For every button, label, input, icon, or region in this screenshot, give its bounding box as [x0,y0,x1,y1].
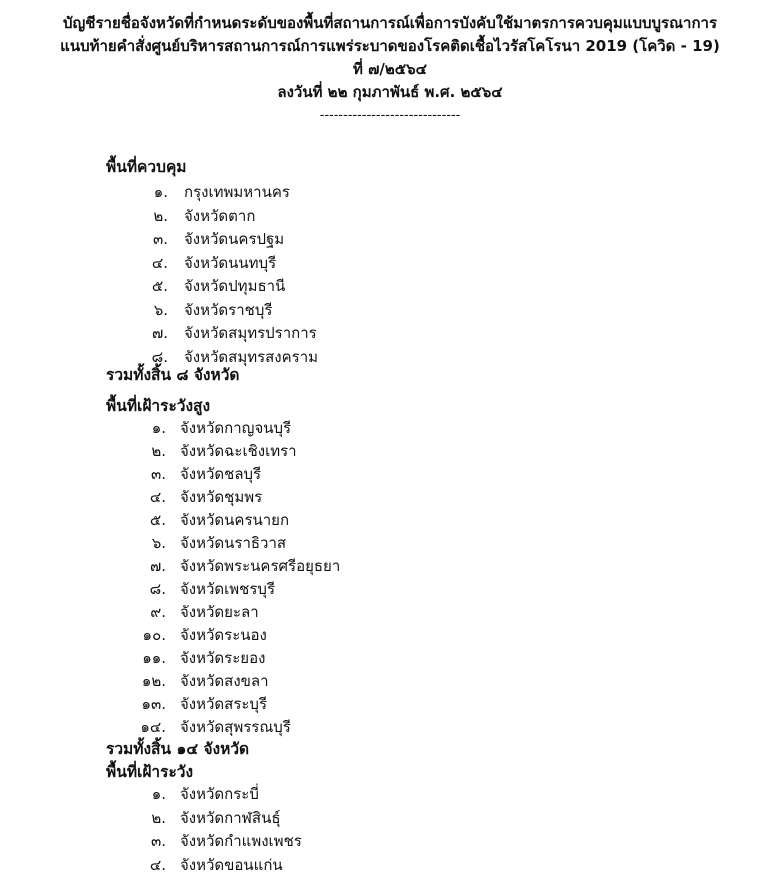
list-item-name: จังหวัดสมุทรปราการ [184,324,317,342]
list-item-number: ๙. [150,603,166,621]
list-item-name: จังหวัดฉะเชิงเทรา [180,442,297,460]
list-item-name: จังหวัดราชบุรี [184,300,273,319]
list-item [0,508,780,530]
list-item-name: จังหวัดนนทบุรี [184,253,277,272]
list-item-name: จังหวัดนราธิวาส [180,534,287,552]
list-item-number: ๖. [153,300,168,319]
list-item [0,669,780,691]
list-item-number: ๓. [150,465,166,483]
list-item [0,692,780,714]
list-item [0,806,780,828]
list-item-number: ๑๔. [140,718,166,736]
list-item-name: จังหวัดสงขลา [180,672,269,690]
list-item-number: ๑. [153,183,168,201]
list-item [0,782,780,804]
list-item [0,485,780,507]
list-item-name: จังหวัดกาญจนบุรี [180,419,292,437]
list-item-name: จังหวัดสระบุรี [180,695,268,713]
list-item-number: ๒. [151,808,166,827]
list-item-number: ๗. [149,557,166,575]
list-item [0,274,780,296]
list-item-number: ๑๐. [142,626,166,644]
list-item-number: ๑. [151,785,166,803]
list-item [0,531,780,553]
list-item-number: ๑๓. [141,695,166,713]
header-title-line1: บัญชีรายชื่อจังหวัดที่กำหนดระดับของพื้นที่สถานการณ์เพื่อการบังคับใช้มาตรการควบคุมแบบบูรณาการ [62,14,718,32]
list-item-name: จังหวัดกาฬสินธุ์ [180,808,281,827]
list-item-name: จังหวัดนครปฐม [184,230,285,248]
list-item-number: ๓. [152,230,168,248]
list-item-number: ๔. [149,855,166,874]
list-item [0,251,780,273]
list-item [0,600,780,622]
list-item-name: จังหวัดชุมพร [180,488,263,506]
list-item [0,646,780,668]
list-item [0,554,780,576]
order-date: ลงวันที่ ๒๒ กุมภาพันธ์ พ.ศ. ๒๕๖๔ [277,83,503,101]
list-item-number: ๔. [151,253,168,272]
list-item-name: จังหวัดสุพรรณบุรี [180,718,291,736]
list-item-name: จังหวัดชลบุรี [180,465,262,483]
list-item-number: ๕. [151,277,168,295]
list-item-name: จังหวัดกำแพงเพชร [180,832,302,850]
section-total-high-surveillance-area: รวมทั้งสิ้น ๑๔ จังหวัด [106,740,250,758]
header-divider: ------------------------------ [319,108,461,123]
list-item-number: ๑๒. [141,672,166,690]
list-item [0,204,780,226]
section-heading-high-surveillance-area: พื้นที่เฝ้าระวังสูง [106,397,211,415]
list-item [0,715,780,737]
list-item-name: จังหวัดระยอง [180,649,266,667]
list-item-number: ๒. [153,206,168,225]
list-item-number: ๒. [151,442,166,460]
list-item-number: ๘. [149,580,166,598]
list-item-name: จังหวัดตาก [184,206,256,225]
header-title-line2: แนบท้ายคำสั่งศูนย์บริหารสถานการณ์การแพร่ระบาดของโรคติดเชื้อไวรัสโคโรนา 2019 (โควิด - 19) [60,37,720,55]
document-header [0,12,780,127]
list-item-name: จังหวัดยะลา [180,603,259,621]
list-item [0,321,780,343]
list-item [0,227,780,249]
list-item-number: ๗. [151,324,168,342]
list-item-name: จังหวัดเพชรบุรี [180,580,275,598]
section-total-controlled-area: รวมทั้งสิ้น ๘ จังหวัด [106,366,240,384]
list-item [0,439,780,461]
list-item-number: ๖. [151,534,166,552]
list-item-number: ๑. [151,419,166,437]
list-item-name: กรุงเทพมหานคร [184,183,290,201]
list-item-name: จังหวัดนครนายก [180,511,290,529]
list-item [0,462,780,484]
list-item-name: จังหวัดปทุมธานี [184,277,286,295]
list-item [0,829,780,851]
list-item [0,577,780,599]
list-item [0,853,780,875]
list-item-name: จังหวัดสมุทรสงคราม [184,347,319,366]
list-item [0,416,780,438]
order-number: ที่ ๗/๒๕๖๔ [353,60,427,78]
section-heading-surveillance-area: พื้นที่เฝ้าระวัง [106,763,194,781]
list-item-name: จังหวัดระนอง [180,626,267,644]
list-item [0,180,780,202]
section-heading-controlled-area: พื้นที่ควบคุม [106,158,187,176]
list-item-number: ๕. [149,511,166,529]
list-item-number: ๔. [149,488,166,506]
list-item [0,623,780,645]
list-item-name: จังหวัดพระนครศรีอยุธยา [180,557,341,575]
list-item-name: จังหวัดขอนแก่น [180,855,283,874]
list-item-number: ๘. [151,347,168,366]
list-item [0,298,780,320]
list-item-name: จังหวัดกระบี่ [180,785,259,803]
list-item-number: ๓. [150,832,166,850]
list-item-number: ๑๑. [142,649,166,667]
